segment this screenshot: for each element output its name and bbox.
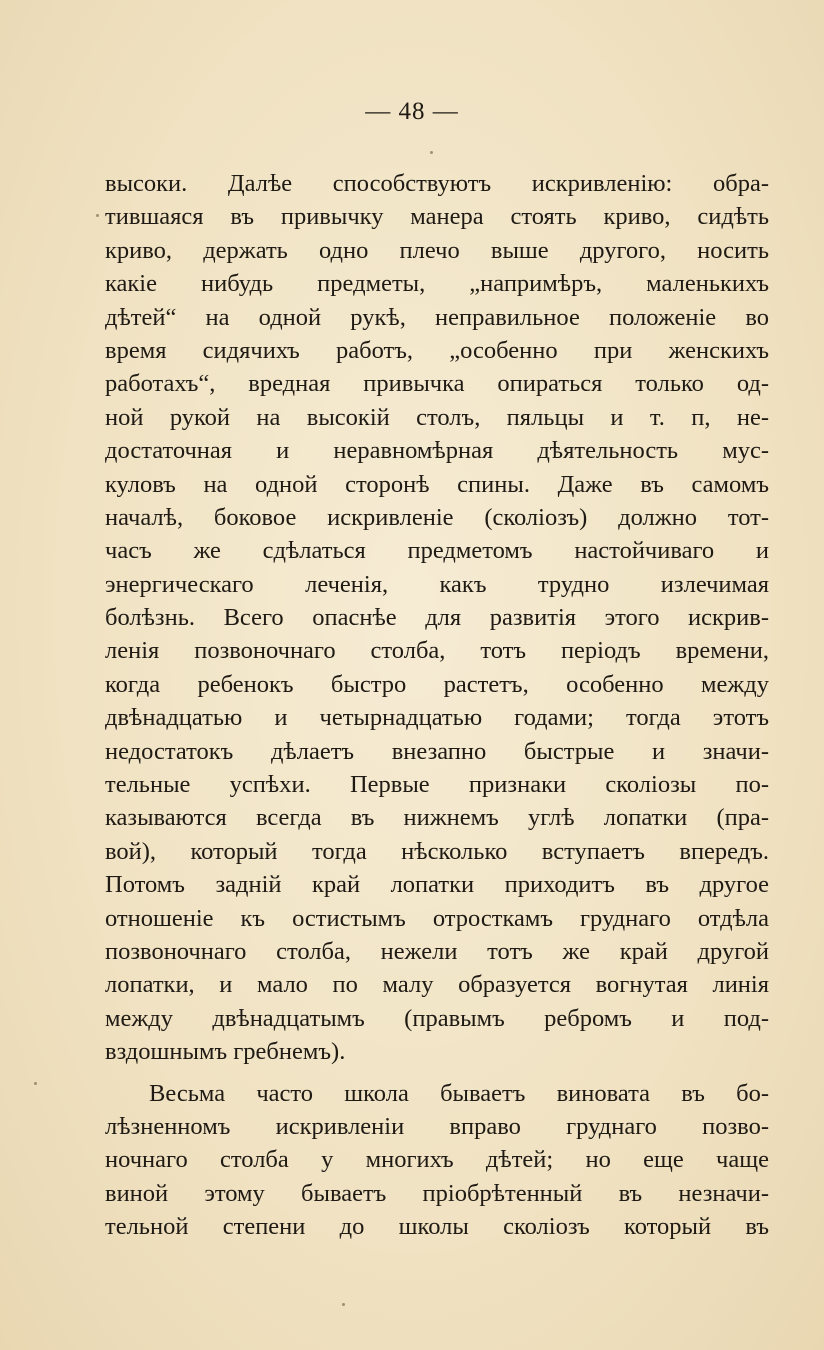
- paper-speck: [430, 151, 433, 154]
- text-line: недостатокъ дѣлаетъ внезапно быстрые и значи-: [105, 737, 769, 765]
- paper-speck: [96, 214, 99, 217]
- text-line: куловъ на одной сторонѣ спины. Даже въ самомъ: [105, 470, 769, 498]
- paragraph-gap: [105, 1069, 769, 1077]
- text-line: ночнаго столба у многихъ дѣтей; но еще чаще: [105, 1146, 769, 1174]
- text-line: лѣзненномъ искривленіи вправо груднаго позво-: [105, 1112, 769, 1140]
- text-line: время сидячихъ работъ, „особенно при женскихъ: [105, 336, 769, 364]
- text-line: криво, держать одно плечо выше другого, носить: [105, 236, 769, 264]
- text-line: Потомъ задній край лопатки приходитъ въ другое: [105, 871, 769, 899]
- text-line: ленія позвоночнаго столба, тотъ періодъ времени,: [105, 637, 769, 665]
- text-line: тельной степени до школы сколіозъ который въ: [105, 1213, 769, 1241]
- text-line: ной рукой на высокій столъ, пяльцы и т. п, не-: [105, 403, 769, 431]
- text-line: двѣнадцатью и четырнадцатью годами; тогда этотъ: [105, 704, 769, 732]
- text-line: тившаяся въ привычку манера стоять криво, сидѣть: [105, 203, 769, 231]
- paper-speck: [342, 1303, 345, 1306]
- paper-speck: [34, 1082, 37, 1085]
- text-line: началѣ, боковое искривленіе (сколіозъ) должно тот-: [105, 503, 769, 531]
- text-line: лопатки, и мало по малу образуется вогнутая линія: [105, 971, 769, 999]
- text-line: казываются всегда въ нижнемъ углѣ лопатки (пра-: [105, 804, 769, 832]
- body-text: [105, 167, 769, 1244]
- text-line: виной этому бываетъ пріобрѣтенный въ незначи-: [105, 1179, 769, 1207]
- text-line: отношеніе къ остистымъ отросткамъ груднаго отдѣла: [105, 904, 769, 932]
- text-line: часъ же сдѣлаться предметомъ настойчиваго и: [105, 537, 769, 565]
- paragraph-1: [105, 167, 769, 1069]
- text-line: работахъ“, вредная привычка опираться только од-: [105, 370, 769, 398]
- page-number: — 48 —: [365, 98, 459, 125]
- text-line: энергическаго леченія, какъ трудно излечимая: [105, 570, 769, 598]
- text-line: между двѣнадцатымъ (правымъ ребромъ и под-: [105, 1004, 769, 1032]
- text-line: тельные успѣхи. Первые признаки сколіозы по-: [105, 771, 769, 799]
- paragraph-2: [105, 1077, 769, 1244]
- text-line: Весьма часто школа бываетъ виновата въ бо-: [149, 1079, 769, 1107]
- text-line: вздошнымъ гребнемъ).: [105, 1038, 346, 1066]
- text-line: болѣзнь. Всего опаснѣе для развитія этого искрив-: [105, 604, 769, 632]
- text-line: высоки. Далѣе способствуютъ искривленію: обра-: [105, 170, 769, 197]
- text-line: дѣтей“ на одной рукѣ, неправильное положеніе во: [105, 303, 769, 331]
- text-line: позвоночнаго столба, нежели тотъ же край другой: [105, 937, 769, 965]
- text-line: вой), который тогда нѣсколько вступаетъ впередъ.: [105, 837, 769, 865]
- text-line: когда ребенокъ быстро растетъ, особенно между: [105, 670, 769, 698]
- text-line: достаточная и неравномѣрная дѣятельность мус-: [105, 437, 769, 465]
- text-line: какіе нибудь предметы, „напримѣръ, маленькихъ: [105, 270, 769, 298]
